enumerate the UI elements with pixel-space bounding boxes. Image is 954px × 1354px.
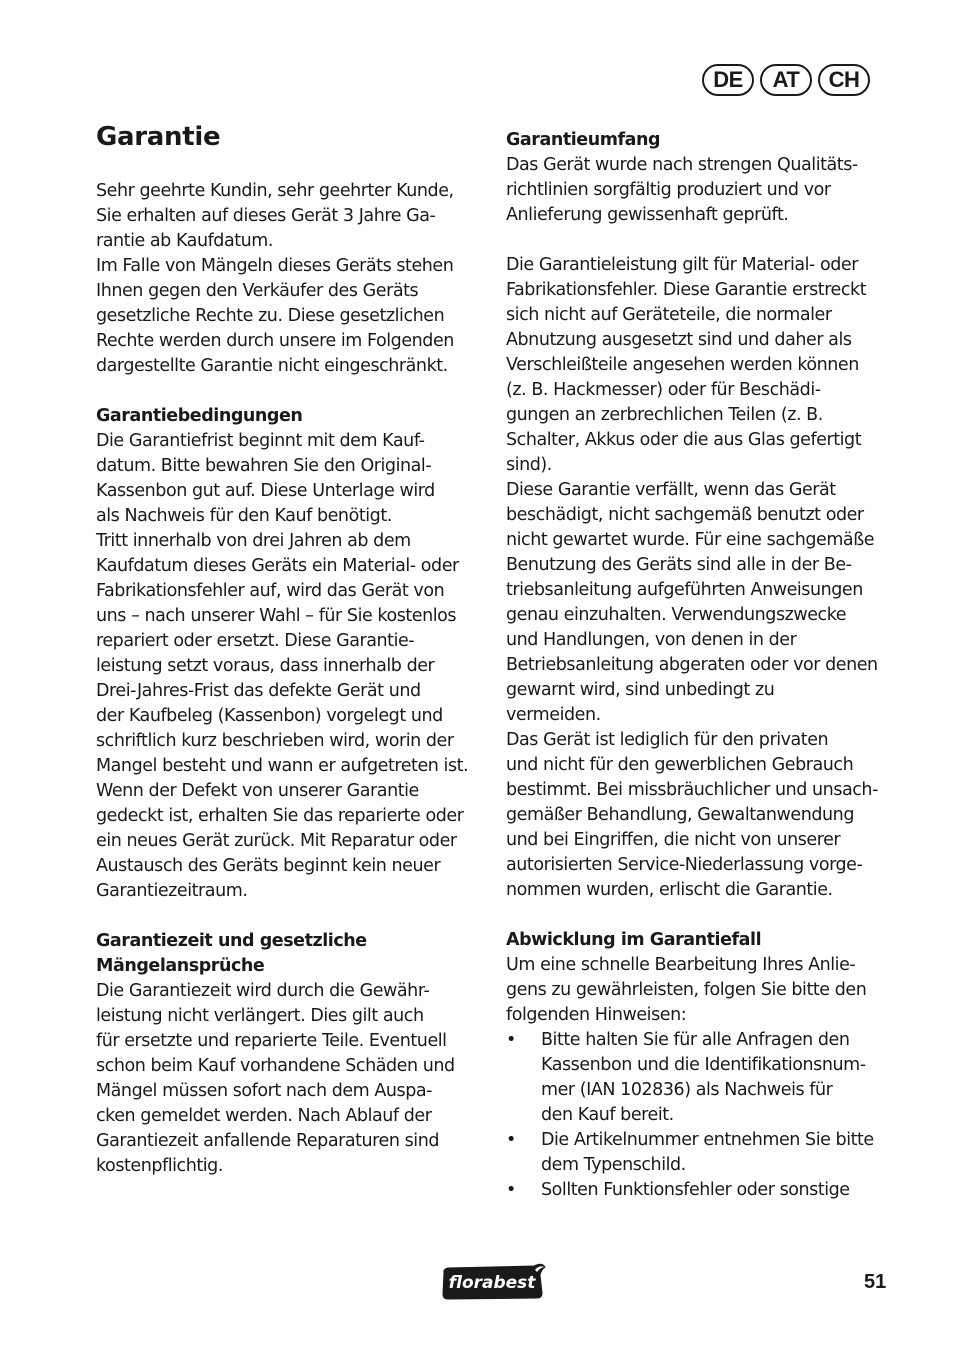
intro-paragraph [96,179,488,379]
text-line: repariert oder ersetzt. Diese Garantie- [96,631,415,651]
bullet-icon: • [506,1180,516,1200]
text-line: Sie erhalten auf dieses Gerät 3 Jahre Ga- [96,206,436,226]
bedingungen-paragraph [96,429,488,904]
text-line: Die Artikelnummer entnehmen Sie bitte [541,1130,874,1150]
text-line: folgenden Hinweisen: [506,1005,687,1025]
text-line: sind). [506,455,552,475]
text-line: der Kaufbeleg (Kassenbon) vorgelegt und [96,706,443,726]
abwicklung-paragraph [506,953,898,1028]
text-line: uns – nach unserer Wahl – für Sie kostenlos [96,606,457,626]
text-line: autorisierten Service-Niederlassung vorge- [506,855,863,875]
bullet-item [506,1128,898,1178]
text-line: und Handlungen, von denen in der [506,630,797,650]
text-line: Garantiezeitraum. [96,881,248,901]
text-line: Garantiezeit anfallende Reparaturen sind [96,1131,439,1151]
text-line: gewarnt wird, sind unbedingt zu [506,680,775,700]
text-line: leistung setzt voraus, dass innerhalb der [96,656,435,676]
leistung-paragraph [506,253,898,903]
country-badges [702,64,870,96]
text-line: beschädigt, nicht sachgemäß benutzt oder [506,505,864,525]
text-line: Die Garantiefrist beginnt mit dem Kauf- [96,431,425,451]
page-title: Garantie [96,122,221,152]
text-line: Um eine schnelle Bearbeitung Ihres Anlie- [506,955,856,975]
garantiezeit-paragraph [96,979,488,1179]
text-line: Kassenbon und die Identifikationsnum- [541,1055,866,1075]
text-line: Mängelansprüche [96,956,265,976]
text-line: dargestellte Garantie nicht eingeschränkt. [96,356,448,376]
text-line: datum. Bitte bewahren Sie den Original- [96,456,432,476]
text-line: Ihnen gegen den Verkäufer des Geräts [96,281,419,301]
text-line: Die Garantieleistung gilt für Material- oder [506,255,858,275]
text-line: für ersetzte und reparierte Teile. Eventuell [96,1031,447,1051]
text-line: Schalter, Akkus oder die aus Glas gefertigt [506,430,862,450]
text-line: ein neues Gerät zurück. Mit Reparatur oder [96,831,457,851]
heading-garantiezeit [96,929,488,979]
text-line: Rechte werden durch unsere im Folgenden [96,331,454,351]
bullet-item [506,1178,898,1203]
text-line: Wenn der Defekt von unserer Garantie [96,781,419,801]
text-line: cken gemeldet werden. Nach Ablauf der [96,1106,432,1126]
text-line: gesetzliche Rechte zu. Diese gesetzlichen [96,306,445,326]
country-badge-de: DE [702,64,754,96]
text-line: schon beim Kauf vorhandene Schäden und [96,1056,455,1076]
text-line: Bitte halten Sie für alle Anfragen den [541,1030,850,1050]
text-line: als Nachweis für den Kauf benötigt. [96,506,392,526]
abwicklung-bullet-list [506,1028,898,1203]
bullet-icon: • [506,1130,516,1150]
text-line: Drei-Jahres-Frist das defekte Gerät und [96,681,421,701]
text-line: Anlieferung gewissenhaft geprüft. [506,205,789,225]
text-line: und bei Eingriffen, die nicht von unserer [506,830,841,850]
text-line: gungen an zerbrechlichen Teilen (z. B. [506,405,823,425]
text-line: genau einzuhalten. Verwendungszwecke [506,605,847,625]
text-line: Abnutzung ausgesetzt sind und daher als [506,330,852,350]
text-line: und nicht für den gewerblichen Gebrauch [506,755,854,775]
florabest-logo [438,1261,548,1301]
text-line: den Kauf bereit. [541,1105,674,1125]
text-line: Sollten Funktionsfehler oder sonstige [541,1180,850,1200]
text-line: bestimmt. Bei missbräuchlicher und unsach- [506,780,878,800]
text-line: dem Typenschild. [541,1155,686,1175]
text-line: Austausch des Geräts beginnt kein neuer [96,856,441,876]
text-line: Kassenbon gut auf. Diese Unterlage wird [96,481,435,501]
text-line: Diese Garantie verfällt, wenn das Gerät [506,480,836,500]
right-column [506,128,898,1203]
text-line: gens zu gewährleisten, folgen Sie bitte den [506,980,867,1000]
text-line: Kaufdatum dieses Geräts ein Material- oder [96,556,459,576]
text-line: Fabrikationsfehler auf, wird das Gerät von [96,581,445,601]
heading-garantiebedingungen: Garantiebedingungen [96,406,303,426]
text-line: richtlinien sorgfältig produziert und vor [506,180,831,200]
text-line: vermeiden. [506,705,601,725]
umfang-paragraph [506,153,898,228]
text-line: Das Gerät wurde nach strengen Qualitäts- [506,155,858,175]
text-line: schriftlich kurz beschrieben wird, worin der [96,731,454,751]
heading-garantieumfang: Garantieumfang [506,130,661,150]
text-line: gemäßer Behandlung, Gewaltanwendung [506,805,854,825]
text-line: Verschleißteile angesehen werden können [506,355,859,375]
text-line: Fabrikationsfehler. Diese Garantie erstreckt [506,280,867,300]
page-number: 51 [864,1271,887,1293]
text-line: Garantiezeit und gesetzliche [96,931,367,951]
text-line: Die Garantiezeit wird durch die Gewähr- [96,981,430,1001]
text-line: Mängel müssen sofort nach dem Auspa- [96,1081,433,1101]
text-line: Betriebsanleitung abgeraten oder vor denen [506,655,878,675]
text-line: Sehr geehrte Kundin, sehr geehrter Kunde, [96,181,454,201]
text-line: Im Falle von Mängeln dieses Geräts stehen [96,256,454,276]
text-line: mer (IAN 102836) als Nachweis für [541,1080,833,1100]
bullet-item [506,1028,898,1128]
text-line: nicht gewartet wurde. Für eine sachgemäße [506,530,875,550]
text-line: Das Gerät ist lediglich für den privaten [506,730,829,750]
text-line: leistung nicht verlängert. Dies gilt auch [96,1006,424,1026]
left-column [96,179,488,1179]
text-line: kostenpflichtig. [96,1156,223,1176]
text-line: gedeckt ist, erhalten Sie das reparierte oder [96,806,464,826]
country-badge-at: AT [760,64,812,96]
text-line: rantie ab Kaufdatum. [96,231,273,251]
text-line: sich nicht auf Geräteteile, die normaler [506,305,832,325]
text-line: Benutzung des Geräts sind alle in der Be- [506,555,852,575]
text-line: Mangel besteht und wann er aufgetreten ist. [96,756,469,776]
text-line: (z. B. Hackmesser) oder für Beschädi- [506,380,821,400]
text-line: nommen wurden, erlischt die Garantie. [506,880,833,900]
text-line: Tritt innerhalb von drei Jahren ab dem [96,531,411,551]
logo-text: florabest [448,1273,536,1293]
country-badge-ch: CH [818,64,870,96]
bullet-icon: • [506,1030,516,1050]
heading-abwicklung: Abwicklung im Garantiefall [506,930,762,950]
text-line: triebsanleitung aufgeführten Anweisungen [506,580,863,600]
